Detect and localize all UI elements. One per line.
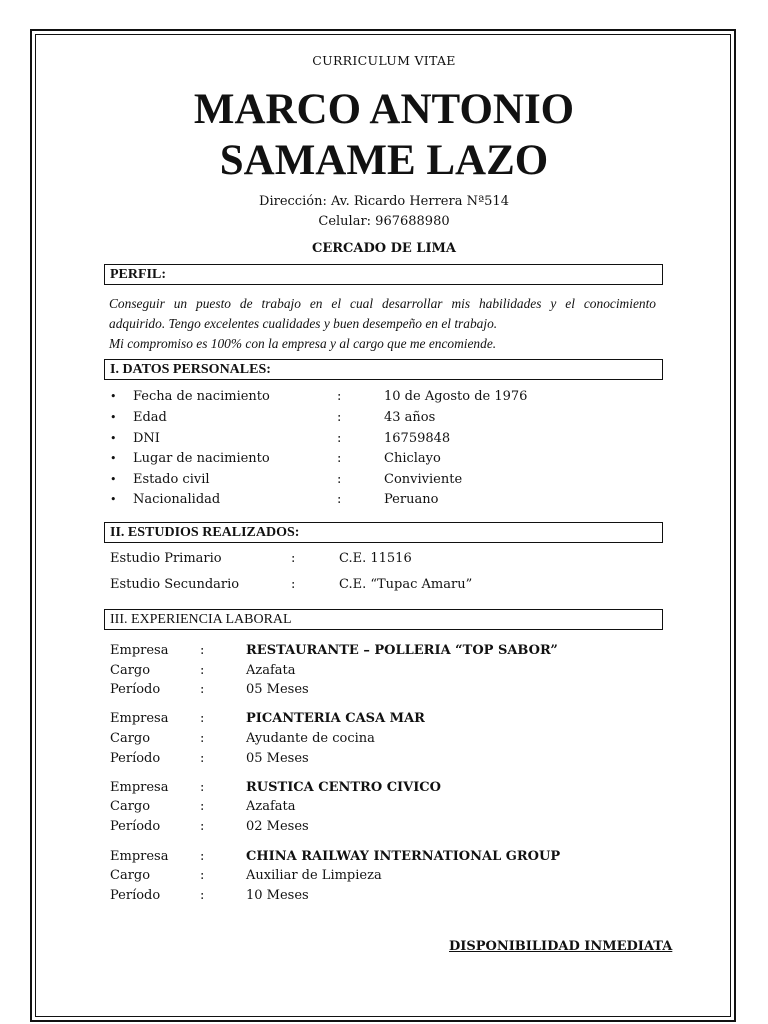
job-cargo-value: Azafata [246, 799, 296, 814]
job-separator: : [200, 711, 205, 726]
bullet-icon: • [110, 390, 117, 403]
job-cargo-value: Azafata [246, 663, 296, 678]
datos-label: Fecha de nacimiento [133, 389, 270, 404]
candidate-name-line1: MARCO ANTONIO [193, 86, 575, 133]
job-cargo-label: Cargo [110, 868, 151, 883]
datos-separator: : [337, 389, 342, 404]
datos-value: Chiclayo [384, 451, 441, 466]
bullet-icon: • [110, 473, 117, 486]
job-empresa-label: Empresa [110, 643, 169, 658]
estudio-label: Estudio Primario [110, 551, 222, 566]
job-separator: : [200, 731, 205, 746]
datos-value: Conviviente [384, 472, 463, 487]
datos-separator: : [337, 410, 342, 425]
address-line: Dirección: Av. Ricardo Herrera Nª514 [259, 194, 509, 209]
job-separator: : [200, 682, 205, 697]
estudio-label: Estudio Secundario [110, 577, 240, 592]
job-periodo-label: Período [110, 819, 161, 834]
estudio-separator: : [291, 551, 296, 566]
section-experiencia-header: III. EXPERIENCIA LABORAL [104, 609, 663, 630]
section-datos-header: I. DATOS PERSONALES: [104, 359, 663, 380]
job-empresa-label: Empresa [110, 711, 169, 726]
job-separator: : [200, 868, 205, 883]
estudio-item [0, 549, 768, 569]
job-periodo-label: Período [110, 682, 161, 697]
estudio-separator: : [291, 577, 296, 592]
estudio-value: C.E. 11516 [339, 551, 412, 566]
job-periodo-value: 02 Meses [246, 819, 309, 834]
job-cargo-label: Cargo [110, 799, 151, 814]
job-periodo-row [0, 680, 768, 700]
job-empresa-row [0, 709, 768, 729]
job-periodo-label: Período [110, 888, 161, 903]
job-separator: : [200, 663, 205, 678]
job-cargo-label: Cargo [110, 663, 151, 678]
datos-value: 43 años [384, 410, 436, 425]
datos-separator: : [337, 431, 342, 446]
section-perfil-header: PERFIL: [104, 264, 663, 285]
perfil-line: Conseguir un puesto de trabajo en el cual desarrollar mis habilidades y el conocimiento [109, 296, 656, 311]
job-separator: : [200, 751, 205, 766]
estudio-value: C.E. “Tupac Amaru” [339, 577, 473, 592]
datos-label: Edad [133, 410, 167, 425]
job-periodo-label: Período [110, 751, 161, 766]
job-periodo-value: 05 Meses [246, 682, 309, 697]
job-periodo-value: 10 Meses [246, 888, 309, 903]
job-separator: : [200, 643, 205, 658]
datos-item [0, 387, 768, 407]
perfil-line: adquirido. Tengo excelentes cualidades y buen desempeño en el trabajo. [109, 316, 498, 331]
job-cargo-label: Cargo [110, 731, 151, 746]
bullet-icon: • [110, 452, 117, 465]
job-empresa-label: Empresa [110, 780, 169, 795]
phone-line: Celular: 967688980 [318, 214, 450, 229]
perfil-line: Mi compromiso es 100% con la empresa y al cargo que me encomiende. [109, 336, 497, 351]
datos-item [0, 490, 768, 510]
job-separator: : [200, 849, 205, 864]
datos-item [0, 470, 768, 490]
job-empresa-label: Empresa [110, 849, 169, 864]
datos-value: 16759848 [384, 431, 451, 446]
city-line: CERCADO DE LIMA [311, 241, 457, 256]
job-periodo-row [0, 749, 768, 769]
datos-label: DNI [133, 431, 160, 446]
job-cargo-row [0, 729, 768, 749]
job-empresa-row [0, 778, 768, 798]
perfil-text [109, 294, 656, 354]
datos-separator: : [337, 492, 342, 507]
job-empresa-value: PICANTERIA CASA MAR [246, 711, 425, 726]
datos-separator: : [337, 451, 342, 466]
datos-value: 10 de Agosto de 1976 [384, 389, 528, 404]
bullet-icon: • [110, 411, 117, 424]
datos-label: Nacionalidad [133, 492, 221, 507]
candidate-name-line2: SAMAME LAZO [219, 137, 549, 184]
availability-note: DISPONIBILIDAD INMEDIATA [449, 939, 673, 954]
bullet-icon: • [110, 432, 117, 445]
job-empresa-value: CHINA RAILWAY INTERNATIONAL GROUP [246, 849, 561, 864]
job-separator: : [200, 888, 205, 903]
job-empresa-value: RUSTICA CENTRO CIVICO [246, 780, 441, 795]
section-estudios-header: II. ESTUDIOS REALIZADOS: [104, 522, 663, 543]
job-separator: : [200, 819, 205, 834]
datos-label: Estado civil [133, 472, 210, 487]
datos-label: Lugar de nacimiento [133, 451, 270, 466]
document-label: CURRICULUM VITAE [312, 53, 456, 68]
job-empresa-row [0, 641, 768, 661]
job-separator: : [200, 780, 205, 795]
job-empresa-value: RESTAURANTE – POLLERIA “TOP SABOR” [246, 643, 558, 658]
job-cargo-row [0, 797, 768, 817]
job-empresa-row [0, 847, 768, 867]
job-periodo-value: 05 Meses [246, 751, 309, 766]
job-cargo-row [0, 661, 768, 681]
job-separator: : [200, 799, 205, 814]
datos-separator: : [337, 472, 342, 487]
estudio-item [0, 575, 768, 595]
job-cargo-value: Ayudante de cocina [246, 731, 375, 746]
datos-item [0, 449, 768, 469]
bullet-icon: • [110, 493, 117, 506]
datos-item [0, 429, 768, 449]
job-periodo-row [0, 817, 768, 837]
datos-item [0, 408, 768, 428]
job-cargo-value: Auxiliar de Limpieza [246, 868, 382, 883]
job-periodo-row [0, 886, 768, 906]
datos-value: Peruano [384, 492, 439, 507]
job-cargo-row [0, 866, 768, 886]
